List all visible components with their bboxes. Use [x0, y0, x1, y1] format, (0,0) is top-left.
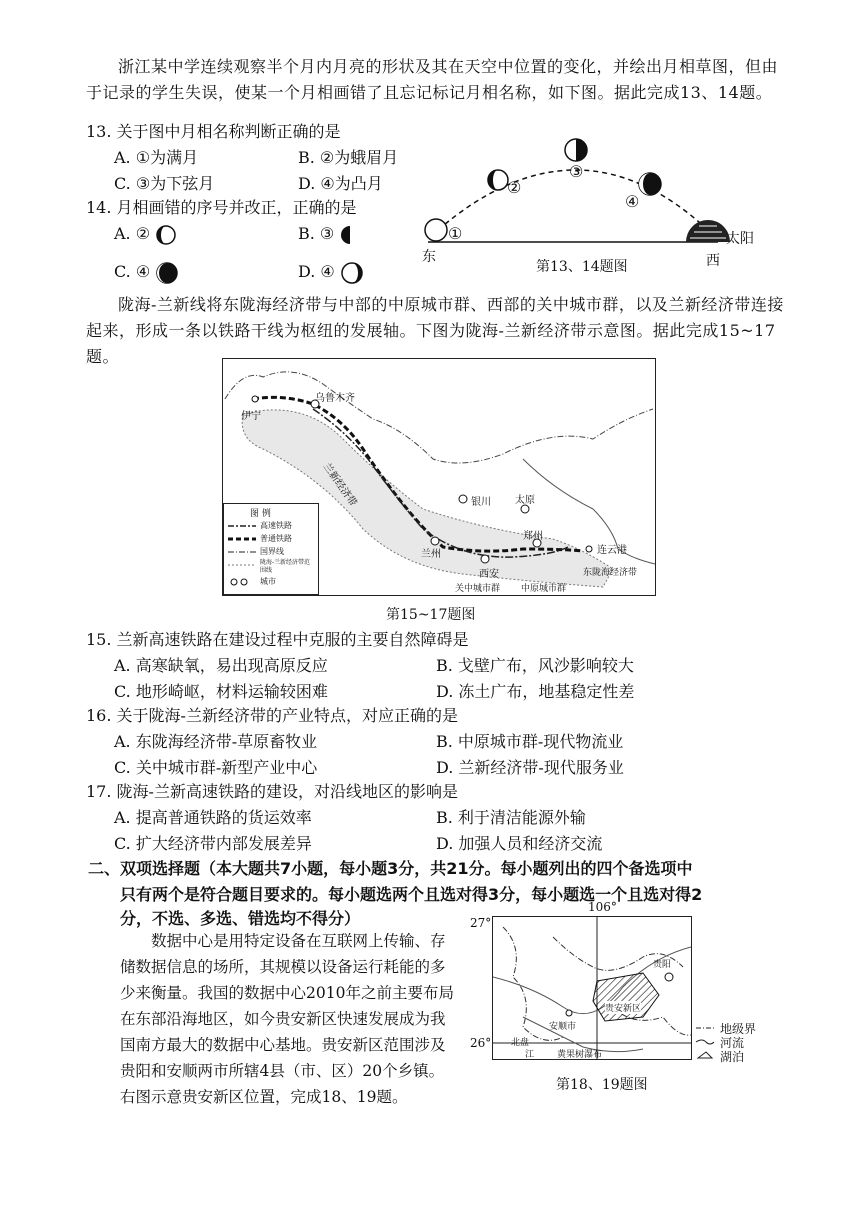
- intro-18-19: [120, 928, 454, 1110]
- q16-option-d[interactable]: D. 兰新经济带-现代服务业: [436, 758, 624, 777]
- intro-18-19-line-1: 数据中心是用特定设备在互联网上传输、存: [151, 932, 446, 950]
- east-label: 东: [422, 249, 436, 265]
- legend-title: 图 例: [250, 509, 271, 519]
- half-moon-icon: [339, 224, 361, 246]
- guiyang-marker: [665, 973, 673, 981]
- intro-18-19-line-5: 国南方最大的数据中心基地。贵安新区范围涉及: [120, 1036, 446, 1054]
- intro-18-19-line-6: 贵阳和安顺两市所辖4县（市、区）20个乡镇。: [120, 1062, 445, 1080]
- intro-18-19-line-4: 在东部沿海地区，如今贵安新区快速发展成为我: [120, 1010, 446, 1028]
- west-label: 西: [706, 253, 720, 269]
- q16-option-c[interactable]: C. 关中城市群-新型产业中心: [114, 758, 318, 777]
- q13-option-a[interactable]: A. ①为满月: [114, 148, 199, 167]
- map2-label-jiang: 江: [525, 1050, 535, 1060]
- gibbous-dark-moon-icon: [155, 261, 179, 285]
- moon-label-3: ③: [569, 162, 584, 181]
- map2-label-anshun: 安顺市: [549, 1022, 577, 1032]
- legend-item-city: 城市: [260, 577, 276, 586]
- longhai-lanxin-map: [222, 358, 656, 596]
- map2-label-guiyang: 贵阳: [653, 960, 672, 970]
- city-lanzhou: [431, 537, 439, 545]
- q16-option-b[interactable]: B. 中原城市群-现代物流业: [436, 732, 624, 751]
- city-xian: [481, 555, 489, 563]
- q17-option-b[interactable]: B. 利于清洁能源外输: [436, 808, 586, 827]
- q13-stem: 13. 关于图中月相名称判断正确的是: [86, 122, 341, 141]
- map2-caption: 第18、19题图: [556, 1077, 648, 1093]
- legend-item-border: 国界线: [260, 547, 284, 556]
- section2-line2: 只有两个是符合题目要求的。每小题选两个且选对得3分，每小题选一个且选对得2: [120, 885, 703, 904]
- legend-symbols: [228, 520, 258, 590]
- city-label-taiyuan: 太原: [515, 495, 535, 506]
- q13-option-b[interactable]: B. ②为蛾眉月: [298, 148, 399, 167]
- map1-legend: [223, 503, 319, 595]
- moon-4-icon: [639, 173, 661, 195]
- legend-item-belt-range: 陇海-兰新经济带范围线: [260, 559, 311, 574]
- map2-legend-symbols: [694, 1022, 716, 1064]
- q14-option-c-label: C. ④: [114, 262, 151, 281]
- map2-lat-top: 27°: [470, 916, 492, 930]
- anshun-marker: [566, 1010, 572, 1016]
- map2-label-huangguoshu: 黄果树瀑布: [557, 1050, 603, 1060]
- sun-label: 太阳: [726, 231, 754, 247]
- q15-stem: 15. 兰新高速铁路在建设过程中克服的主要自然障碍是: [86, 630, 469, 649]
- intro-18-19-line-3: 少来衡量。我国的数据中心2010年之前主要布局: [120, 984, 454, 1002]
- q15-option-d[interactable]: D. 冻土广布，地基稳定性差: [436, 682, 635, 701]
- city-yining: [252, 396, 258, 402]
- section2-line1: 二、双项选择题（本大题共7小题，每小题3分，共21分。每小题列出的四个备选项中: [88, 859, 693, 878]
- map2-legend-border: 地级界: [720, 1022, 757, 1036]
- city-lianyungang: [586, 546, 592, 552]
- intro-18-19-line-7: 右图示意贵安新区位置，完成18、19题。: [120, 1088, 408, 1106]
- q14-option-b[interactable]: [298, 222, 361, 246]
- city-taiyuan: [521, 505, 529, 513]
- q17-stem: 17. 陇海-兰新高速铁路的建设，对沿线地区的影响是: [86, 782, 458, 801]
- city-label-urumqi: 乌鲁木齐: [315, 393, 355, 404]
- map1-caption: 第15~17题图: [386, 607, 476, 623]
- map2-legend-lake: 湖泊: [720, 1050, 745, 1064]
- q13-option-c[interactable]: C. ③为下弦月: [114, 174, 215, 193]
- q15-option-c[interactable]: C. 地形崎岖，材料运输较困难: [114, 682, 328, 701]
- city-yinchuan: [459, 495, 467, 503]
- q14-option-a[interactable]: [114, 222, 177, 246]
- q15-option-a[interactable]: A. 高寒缺氧，易出现高原反应: [114, 656, 328, 675]
- city-label-yinchuan: 银川: [471, 497, 491, 508]
- moon-label-4: ④: [625, 192, 640, 211]
- belt-label-donglonghai: 东陇海经济带: [583, 568, 638, 578]
- moon-3-icon: [565, 139, 587, 161]
- q14-option-a-label: A. ②: [114, 224, 151, 243]
- belt-label-guanzhong: 关中城市群: [455, 584, 501, 594]
- belt-label-zhongyuan: 中原城市群: [521, 584, 567, 594]
- map2-longitude: 106°: [588, 900, 617, 914]
- map2-legend-river: 河流: [720, 1036, 745, 1050]
- sun-icon: [686, 220, 730, 242]
- waxing-gibbous-moon-icon: [155, 224, 177, 246]
- q16-option-a[interactable]: A. 东陇海经济带-草原畜牧业: [114, 732, 318, 751]
- q14-option-c[interactable]: [114, 260, 179, 285]
- city-label-xian: 西安: [479, 569, 499, 580]
- city-label-lanzhou: 兰州: [421, 549, 441, 560]
- guian-map: [492, 916, 692, 1060]
- q13-option-d[interactable]: D. ④为凸月: [298, 174, 383, 193]
- section2-line3: 分，不选、多选、错选均不得分）: [120, 909, 361, 928]
- map2-lat-bottom: 26°: [470, 1036, 492, 1050]
- q14-option-d[interactable]: [298, 260, 364, 285]
- belt-label-lanxin: 兰新经济带: [320, 461, 359, 509]
- q14-option-d-label: D. ④: [298, 262, 335, 281]
- intro-15-17: 陇海-兰新线将东陇海经济带与中部的中原城市群、西部的关中城市群，以及兰新经济带连接起来，形成一条以铁路干线为枢纽的发展轴。下图为陇海-兰新经济带示意图。据此完成15~17题。: [86, 295, 784, 366]
- moon-figure-caption: 第13、14题图: [536, 259, 628, 275]
- city-label-yining: 伊宁: [241, 411, 261, 422]
- moon-1-icon: [425, 219, 447, 241]
- city-label-zhengzhou: 郑州: [523, 531, 543, 542]
- intro-18-19-line-2: 储数据信息的场所，其规模以设备运行耗能的多: [120, 958, 446, 976]
- intro-13-14: 浙江某中学连续观察半个月内月亮的形状及其在天空中位置的变化，并绘出月相草图，但由于记录的学生失误，使某一个月相画错了且忘记标记月相名称，如下图。据此完成13、14题。: [86, 57, 779, 102]
- q16-stem: 16. 关于陇海-兰新经济带的产业特点，对应正确的是: [86, 706, 458, 725]
- q14-stem: 14. 月相画错的序号并改正，正确的是: [86, 198, 357, 217]
- moon-2-icon: [488, 170, 508, 190]
- moon-label-1: ①: [448, 224, 463, 243]
- q15-option-b[interactable]: B. 戈壁广布，风沙影响较大: [436, 656, 634, 675]
- crescent-moon-icon: [340, 261, 364, 285]
- legend-item-normal: 普通铁路: [260, 534, 292, 543]
- moon-label-2: ②: [507, 178, 522, 197]
- q17-option-a[interactable]: A. 提高普通铁路的货运效率: [114, 808, 312, 827]
- legend-item-high-speed: 高速铁路: [260, 521, 292, 530]
- q17-option-d[interactable]: D. 加强人员和经济交流: [436, 834, 603, 853]
- map2-label-guian: 贵安新区: [605, 1001, 641, 1014]
- map2-label-beipan: 北盘: [511, 1038, 530, 1048]
- city-label-lianyungang: 连云港: [597, 545, 627, 556]
- q17-option-c[interactable]: C. 扩大经济带内部发展差异: [114, 834, 312, 853]
- q14-option-b-label: B. ③: [298, 224, 335, 243]
